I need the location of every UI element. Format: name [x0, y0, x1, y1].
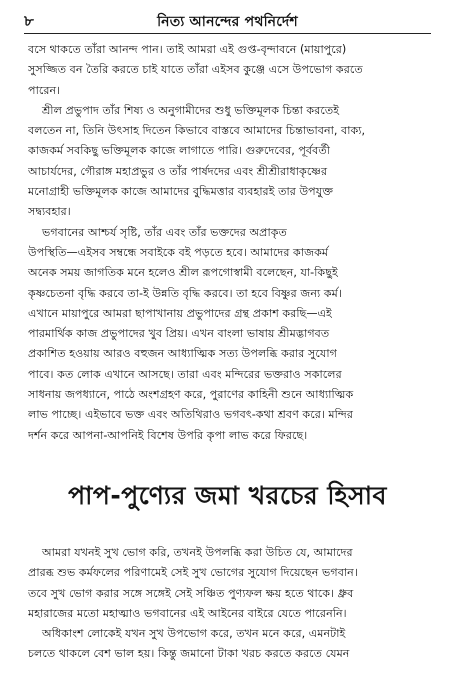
body-text-top	[28, 40, 427, 446]
text-line: চলতে থাকলে বেশ ভাল হয়। কিন্তু জমানো টাকা খরচ করতে করতে যেমন	[28, 647, 350, 661]
text-line: লাভ পাচ্ছে। এইভাবে ভক্ত এবং অতিথিরাও ভগবৎ-কথা শ্রবণ করে। মন্দির	[28, 408, 353, 422]
text-line: বলতেন না, তিনি উৎসাহ দিতেন কিভাবে বাস্তবে আমাদের চিন্তাভাবনা, বাক্য,	[28, 124, 366, 138]
text-line: এখানে মায়াপুরে আমরা ছাপাখানায় প্রভুপাদের গ্রন্থ প্রকাশ করছি—এই	[28, 306, 332, 320]
text-line: সদ্ব্যবহার।	[28, 205, 71, 219]
text-line: উপস্থিতি—এইসব সম্বন্ধে সবাইকে বই পড়তে হবে। আমাদের কাজকর্ম	[28, 245, 329, 259]
text-line: কৃষ্ণচেতনা বৃদ্ধি করবে তা-ই উন্নতি বৃদ্ধি করবে। তা হবে বিষ্ণুর জন্য কর্ম।	[28, 286, 342, 300]
text-line: অধিকাংশ লোকেই যখন সুখ উপভোগ করে, তখন মনে করে, এমনটাই	[42, 627, 346, 641]
text-line: বসে থাকতে তাঁরা আনন্দ পান। তাই আমরা এই গুপ্ত-বৃন্দাবনে (মায়াপুরে)	[28, 43, 347, 56]
text-line: তবে সুখ ভোগ করার সঙ্গে সঙ্গেই সেই সঞ্চিত পুণ্যফল ক্ষয় হতে থাকে। ধ্রুব	[28, 586, 354, 600]
section-heading: পাপ-পুণ্যের জমা খরচের হিসাব	[68, 481, 387, 510]
text-line: শ্রীল প্রভুপাদ তাঁর শিষ্য ও অনুগামীদের শুধু ভক্তিমূলক চিন্তা করতেই	[42, 103, 340, 117]
page-number: ৮	[24, 12, 34, 30]
text-line: অনেক সময় জাগতিক মনে হলেও শ্রীল রূপগোস্বামী বলেছেন, যা-কিছুই	[28, 266, 338, 280]
header-rule	[24, 33, 431, 34]
text-line: কাজকর্ম সবকিছু ভক্তিমূলক কাজে লাগাতে পারি। গুরুদেবের, পূর্ববর্তী	[28, 144, 330, 158]
text-line: প্রকাশিত হওয়ায় আরও বহুজন আধ্যাত্মিক সত্য উপলব্ধি করার সুযোগ	[28, 347, 337, 361]
text-line: পারেন।	[28, 83, 61, 97]
page-header	[24, 8, 431, 32]
text-line: আচার্যদের, গৌরাঙ্গ মহাপ্রভুর ও তাঁর পার্ষদদের এবং শ্রীশ্রীরাধাকৃষ্ণের	[28, 164, 328, 178]
text-line: প্রারব্ধ শুভ কর্মফলের পরিণামেই সেই সুখ ভোগের সুযোগ দিয়েছেন ভগবান।	[28, 566, 358, 580]
text-line: পাবে। কত লোক এখানে আসছে। তারা এবং মন্দিরের ভক্তরাও সকালের	[28, 367, 342, 381]
text-line: মনোগ্রাহী ভক্তিমূলক কাজে আমাদের বুদ্ধিমত্তার ব্যবহারই তার উপযুক্ত	[28, 185, 334, 199]
text-line: আমরা যখনই সুখ ভোগ করি, তখনই উপলব্ধি করা উচিত যে, আমাদের	[42, 546, 353, 559]
text-line: সাধনায় জপধ্যানে, পাঠে অংশগ্রহণ করে, পুরাণের কাহিনী শুনে আধ্যাত্মিক	[28, 388, 354, 402]
text-line: পারমার্থিক কাজ প্রভুপাদের খুব প্রিয়। এখন বাংলা ভাষায় শ্রীমদ্ভাগবত	[28, 327, 330, 341]
text-line: ভগবানের আশ্চর্য সৃষ্টি, তাঁর এবং তাঁর ভক্তদের অপ্রাকৃত	[42, 225, 287, 239]
text-line: সুসজ্জিত বন তৈরি করতে চাই যাতে তাঁরা এইসব কুঞ্জে এসে উপভোগ করতে	[28, 63, 363, 77]
running-head: নিত্য আনন্দের পথনির্দেশ	[157, 14, 298, 30]
text-line: দর্শন করে আপনা-আপনিই বিশেষ উপরি কৃপা লাভ করে ফিরছে।	[28, 428, 308, 442]
body-text-bottom	[28, 543, 427, 665]
text-line: মহারাজের মতো মহাত্মাও ভগবানের এই আইনের বাইরে যেতে পারেননি।	[28, 606, 347, 620]
